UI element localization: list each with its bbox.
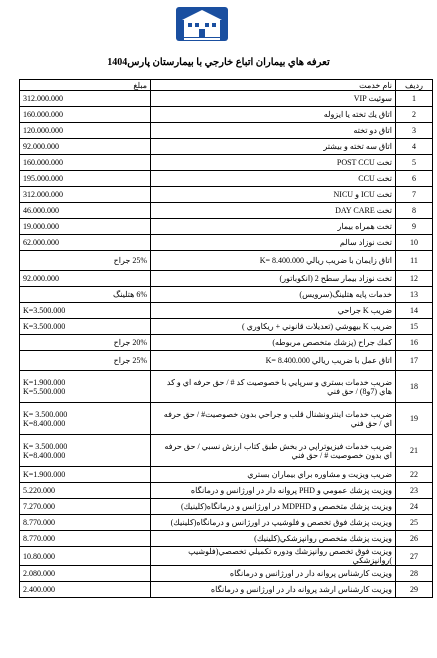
- service-name-cell: ضريب خدمات فيزيوتراپي در بخش طبق كتاب ارزش نسبي / حق حرفه اي بدون خصوصيت # / حق فني: [151, 435, 396, 467]
- table-row: [20, 499, 433, 515]
- row-number-cell: 9: [396, 219, 433, 235]
- row-number-cell: 13: [396, 287, 433, 303]
- row-number-cell: 24: [396, 499, 433, 515]
- table-row: [20, 235, 433, 251]
- tariff-table: [19, 79, 433, 598]
- service-name-cell: ويزيت پزشك فوق تخصص و فلوشيپ در اورژانس و درمانگاه(كلينيك): [151, 515, 396, 531]
- table-header-row: [20, 80, 433, 91]
- table-row: [20, 515, 433, 531]
- service-name-cell: ويزيت پزشك متخصص و MDPHD در اورژانس و درمانگاه(كلينيك): [151, 499, 396, 515]
- page-title: تعرفه هاي بيماران اتباع خارجي با بيمارستان پارس1404: [107, 57, 330, 68]
- table-row: [20, 483, 433, 499]
- table-row: [20, 107, 433, 123]
- row-number-cell: 17: [396, 351, 433, 371]
- amount-cell: K= 3.500.000 K=8.400.000: [20, 435, 151, 467]
- amount-cell: 25% جراح: [20, 351, 151, 371]
- table-row: [20, 467, 433, 483]
- table-row: [20, 287, 433, 303]
- amount-cell: 62.000.000: [20, 235, 151, 251]
- amount-cell: 19.000.000: [20, 219, 151, 235]
- row-number-cell: 5: [396, 155, 433, 171]
- amount-cell: K=1.900.000: [20, 467, 151, 483]
- amount-cell: 2.400.000: [20, 582, 151, 598]
- amount-cell: 7.270.000: [20, 499, 151, 515]
- service-name-cell: ويزيت پزشك متخصص روانپزشكي(كلينيك): [151, 531, 396, 547]
- service-name-cell: اتاق يك تخته يا ايزوله: [151, 107, 396, 123]
- row-number-cell: 29: [396, 582, 433, 598]
- service-name-cell: تخت CCU: [151, 171, 396, 187]
- amount-cell: 8.770.000: [20, 515, 151, 531]
- header-row-number: رديف: [396, 80, 433, 91]
- amount-cell: 120.000.000: [20, 123, 151, 139]
- row-number-cell: 27: [396, 547, 433, 566]
- header-amount: مبلغ: [20, 80, 151, 91]
- header-service-name: نام خدمت: [151, 80, 396, 91]
- table-row: [20, 547, 433, 566]
- amount-cell: 6% هتلينگ: [20, 287, 151, 303]
- service-name-cell: تخت ICU و NICU: [151, 187, 396, 203]
- amount-cell: 10.80.000: [20, 547, 151, 566]
- amount-cell: K= 3.500.000 K=8.400.000: [20, 403, 151, 435]
- row-number-cell: 23: [396, 483, 433, 499]
- table-row: [20, 303, 433, 319]
- service-name-cell: ويزيت فوق تخصص روانپزشك ودوره تكميلي تخصصي(فلوشيپ )روانپزشكي: [151, 547, 396, 566]
- table-row: [20, 566, 433, 582]
- service-name-cell: ضريب K بيهوشي (تعديلات قانوني + ريكاوري ): [151, 319, 396, 335]
- service-name-cell: تخت نوزاد سالم: [151, 235, 396, 251]
- table-row: [20, 371, 433, 403]
- amount-cell: 160.000.000: [20, 107, 151, 123]
- table-body: [20, 91, 433, 598]
- table-row: [20, 187, 433, 203]
- service-name-cell: كمك جراح (پزشك متخصص مربوطه): [151, 335, 396, 351]
- table-row: [20, 139, 433, 155]
- amount-cell: 46.000.000: [20, 203, 151, 219]
- service-name-cell: ضريب خدمات اينترونشنال قلب و جراحي بدون خصوصيت# / حق حرفه اي / حق فني: [151, 403, 396, 435]
- table-row: [20, 335, 433, 351]
- row-number-cell: 16: [396, 335, 433, 351]
- table-row: [20, 435, 433, 467]
- service-name-cell: ويزيت كارشناس پروانه دار در اورژانس و درمانگاه: [151, 566, 396, 582]
- row-number-cell: 14: [396, 303, 433, 319]
- table-row: [20, 123, 433, 139]
- row-number-cell: 1: [396, 91, 433, 107]
- row-number-cell: 25: [396, 515, 433, 531]
- amount-cell: 312.000.000: [20, 91, 151, 107]
- service-name-cell: اتاق زايمان با ضريب ريالي K= 8.400.000: [151, 251, 396, 271]
- row-number-cell: 12: [396, 271, 433, 287]
- amount-cell: 195.000.000: [20, 171, 151, 187]
- amount-cell: 312.000.000: [20, 187, 151, 203]
- row-number-cell: 6: [396, 171, 433, 187]
- row-number-cell: 10: [396, 235, 433, 251]
- table-row: [20, 582, 433, 598]
- table-row: [20, 155, 433, 171]
- amount-cell: 20% جراح: [20, 335, 151, 351]
- row-number-cell: 26: [396, 531, 433, 547]
- service-name-cell: تخت نوزاد بيمار سطح 2 (انكوباتور): [151, 271, 396, 287]
- amount-cell: 92.000.000: [20, 271, 151, 287]
- row-number-cell: 18: [396, 371, 433, 403]
- row-number-cell: 15: [396, 319, 433, 335]
- table-row: [20, 171, 433, 187]
- hospital-logo-icon: [174, 5, 230, 43]
- row-number-cell: 3: [396, 123, 433, 139]
- amount-cell: 160.000.000: [20, 155, 151, 171]
- table-row: [20, 91, 433, 107]
- table-row: [20, 351, 433, 371]
- service-name-cell: تخت DAY CARE: [151, 203, 396, 219]
- table-row: [20, 319, 433, 335]
- table-row: [20, 271, 433, 287]
- table-row: [20, 403, 433, 435]
- row-number-cell: 11: [396, 251, 433, 271]
- service-name-cell: تخت همراه بيمار: [151, 219, 396, 235]
- row-number-cell: 2: [396, 107, 433, 123]
- service-name-cell: ويزيت پزشك عمومي و PHD پروانه دار در اورژانس و درمانگاه: [151, 483, 396, 499]
- service-name-cell: ويزيت كارشناس ارشد پروانه دار در اورژانس و درمانگاه: [151, 582, 396, 598]
- service-name-cell: خدمات پايه هتلينگ(سرويس): [151, 287, 396, 303]
- amount-cell: 25% جراح: [20, 251, 151, 271]
- amount-cell: K=3.500.000: [20, 303, 151, 319]
- service-name-cell: ضريب ويزيت و مشاوره براي بيماران بستري: [151, 467, 396, 483]
- amount-cell: 92.000.000: [20, 139, 151, 155]
- table-row: [20, 219, 433, 235]
- amount-cell: K=3.500.000: [20, 319, 151, 335]
- service-name-cell: تخت POST CCU: [151, 155, 396, 171]
- service-name-cell: ضريب K جراحي: [151, 303, 396, 319]
- row-number-cell: 21: [396, 435, 433, 467]
- service-name-cell: اتاق عمل با ضريب ريالي K= 8.400.000: [151, 351, 396, 371]
- amount-cell: K=1.900.000 K=5.500.000: [20, 371, 151, 403]
- table-row: [20, 251, 433, 271]
- table-row: [20, 203, 433, 219]
- service-name-cell: اتاق دو تخته: [151, 123, 396, 139]
- row-number-cell: 7: [396, 187, 433, 203]
- row-number-cell: 4: [396, 139, 433, 155]
- row-number-cell: 28: [396, 566, 433, 582]
- amount-cell: 2.080.000: [20, 566, 151, 582]
- amount-cell: 8.770.000: [20, 531, 151, 547]
- table-row: [20, 531, 433, 547]
- row-number-cell: 22: [396, 467, 433, 483]
- service-name-cell: اتاق سه تخته و بيشتر: [151, 139, 396, 155]
- row-number-cell: 19: [396, 403, 433, 435]
- amount-cell: 5.220.000: [20, 483, 151, 499]
- service-name-cell: سوئيت VIP: [151, 91, 396, 107]
- service-name-cell: ضريب خدمات بستري و سرپايي با خصوصيت كد # / حق حرفه اي و كد هاي (7و8) / حق فني: [151, 371, 396, 403]
- row-number-cell: 8: [396, 203, 433, 219]
